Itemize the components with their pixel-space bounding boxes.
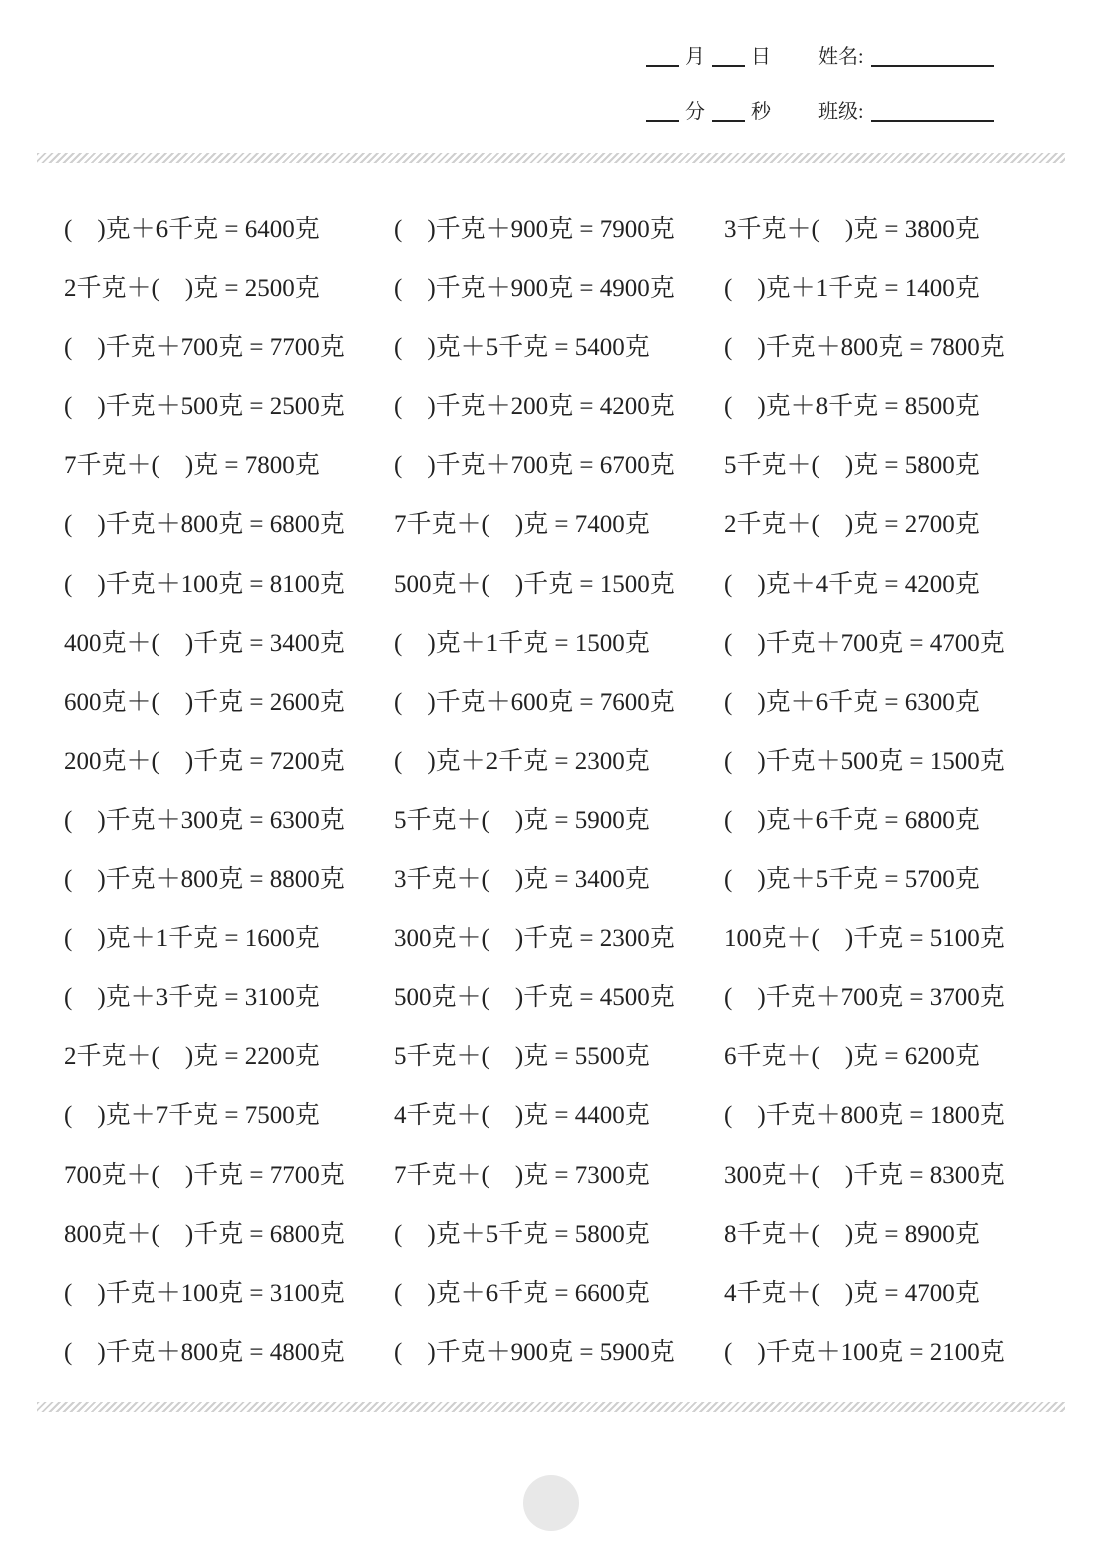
problem-item: ( )克＋5千克 = 5800克 (394, 1220, 650, 1248)
problem-item: 4千克＋( )克 = 4400克 (394, 1102, 650, 1130)
problem-item: 2千克＋( )克 = 2700克 (724, 511, 980, 539)
problem-item: ( )克＋6千克 = 6300克 (724, 688, 980, 716)
problem-item: ( )千克＋600克 = 7600克 (394, 688, 675, 716)
month-label: 月 (685, 46, 705, 68)
problem-item: ( )千克＋900克 = 4900克 (394, 275, 675, 303)
problem-item: 600克＋( )千克 = 2600克 (64, 688, 345, 716)
problem-item: 500克＋( )千克 = 1500克 (394, 570, 675, 598)
problem-item: 500克＋( )千克 = 4500克 (394, 984, 675, 1012)
problem-item: ( )克＋5千克 = 5700克 (724, 866, 980, 894)
problem-item: ( )克＋4千克 = 4200克 (724, 570, 980, 598)
day-label: 日 (751, 46, 771, 68)
problem-item: ( )克＋5千克 = 5400克 (394, 334, 650, 362)
problem-item: ( )千克＋500克 = 2500克 (64, 393, 345, 421)
name-blank (871, 43, 994, 67)
problem-item: 5千克＋( )克 = 5900克 (394, 806, 650, 834)
problem-item: 4千克＋( )克 = 4700克 (724, 1279, 980, 1307)
problem-item: 2千克＋( )克 = 2500克 (64, 275, 320, 303)
problem-item: ( )千克＋900克 = 7900克 (394, 216, 675, 243)
problem-item: ( )克＋7千克 = 7500克 (64, 1102, 320, 1130)
problem-item: ( )千克＋800克 = 8800克 (64, 866, 345, 894)
problem-item: ( )克＋6千克 = 6800克 (724, 806, 980, 834)
problem-item: ( )克＋1千克 = 1600克 (64, 925, 320, 953)
problem-item: ( )千克＋800克 = 4800克 (64, 1338, 345, 1366)
problem-item: 5千克＋( )克 = 5500克 (394, 1043, 650, 1071)
class-label: 班级: (818, 101, 864, 123)
problem-item: ( )克＋6千克 = 6600克 (394, 1279, 650, 1307)
class-blank (871, 98, 994, 122)
problem-item: 5千克＋( )克 = 5800克 (724, 452, 980, 480)
problem-item: ( )克＋8千克 = 8500克 (724, 393, 980, 421)
problem-item: 6千克＋( )克 = 6200克 (724, 1043, 980, 1071)
problem-item: ( )千克＋800克 = 7800克 (724, 334, 1005, 362)
problem-item: 2千克＋( )克 = 2200克 (64, 1043, 320, 1071)
problem-item: ( )千克＋800克 = 6800克 (64, 511, 345, 539)
problem-item: ( )千克＋900克 = 5900克 (394, 1338, 675, 1366)
name-label: 姓名: (818, 46, 864, 68)
problem-item: ( )千克＋300克 = 6300克 (64, 806, 345, 834)
second-blank (712, 98, 745, 122)
problem-item: ( )千克＋800克 = 1800克 (724, 1102, 1005, 1130)
problem-item: 3千克＋( )克 = 3400克 (394, 866, 650, 894)
problem-item: ( )千克＋100克 = 2100克 (724, 1338, 1005, 1366)
problem-item: ( )千克＋100克 = 3100克 (64, 1279, 345, 1307)
bottom-hatched-divider (37, 1402, 1065, 1412)
problem-item: 8千克＋( )克 = 8900克 (724, 1220, 980, 1248)
problem-item: 700克＋( )千克 = 7700克 (64, 1161, 345, 1189)
problem-item: 3千克＋( )克 = 3800克 (724, 216, 980, 243)
problem-item: ( )克＋6千克 = 6400克 (64, 216, 320, 243)
second-label: 秒 (751, 101, 771, 123)
problem-item: 200克＋( )千克 = 7200克 (64, 747, 345, 775)
problem-item: 300克＋( )千克 = 2300克 (394, 925, 675, 953)
problem-grid (64, 200, 1054, 1382)
problem-item: 7千克＋( )克 = 7800克 (64, 452, 320, 480)
minute-label: 分 (685, 101, 705, 123)
problem-item: 7千克＋( )克 = 7400克 (394, 511, 650, 539)
problem-item: ( )克＋2千克 = 2300克 (394, 747, 650, 775)
problem-item: 300克＋( )千克 = 8300克 (724, 1161, 1005, 1189)
problem-item: ( )千克＋700克 = 4700克 (724, 629, 1005, 657)
problem-item: 800克＋( )千克 = 6800克 (64, 1220, 345, 1248)
page-marker-circle (523, 1475, 579, 1531)
minute-blank (646, 98, 679, 122)
month-blank (646, 43, 679, 67)
problem-item: ( )千克＋100克 = 8100克 (64, 570, 345, 598)
problem-item: ( )克＋3千克 = 3100克 (64, 984, 320, 1012)
day-blank (712, 43, 745, 67)
problem-item: ( )千克＋700克 = 3700克 (724, 984, 1005, 1012)
problem-item: ( )千克＋700克 = 6700克 (394, 452, 675, 480)
problem-item: ( )千克＋700克 = 7700克 (64, 334, 345, 362)
problem-item: 400克＋( )千克 = 3400克 (64, 629, 345, 657)
problem-item: 7千克＋( )克 = 7300克 (394, 1161, 650, 1189)
top-hatched-divider (37, 153, 1065, 163)
problem-item: 100克＋( )千克 = 5100克 (724, 925, 1005, 953)
problem-item: ( )千克＋500克 = 1500克 (724, 747, 1005, 775)
problem-item: ( )克＋1千克 = 1400克 (724, 275, 980, 303)
problem-item: ( )克＋1千克 = 1500克 (394, 629, 650, 657)
problem-item: ( )千克＋200克 = 4200克 (394, 393, 675, 421)
